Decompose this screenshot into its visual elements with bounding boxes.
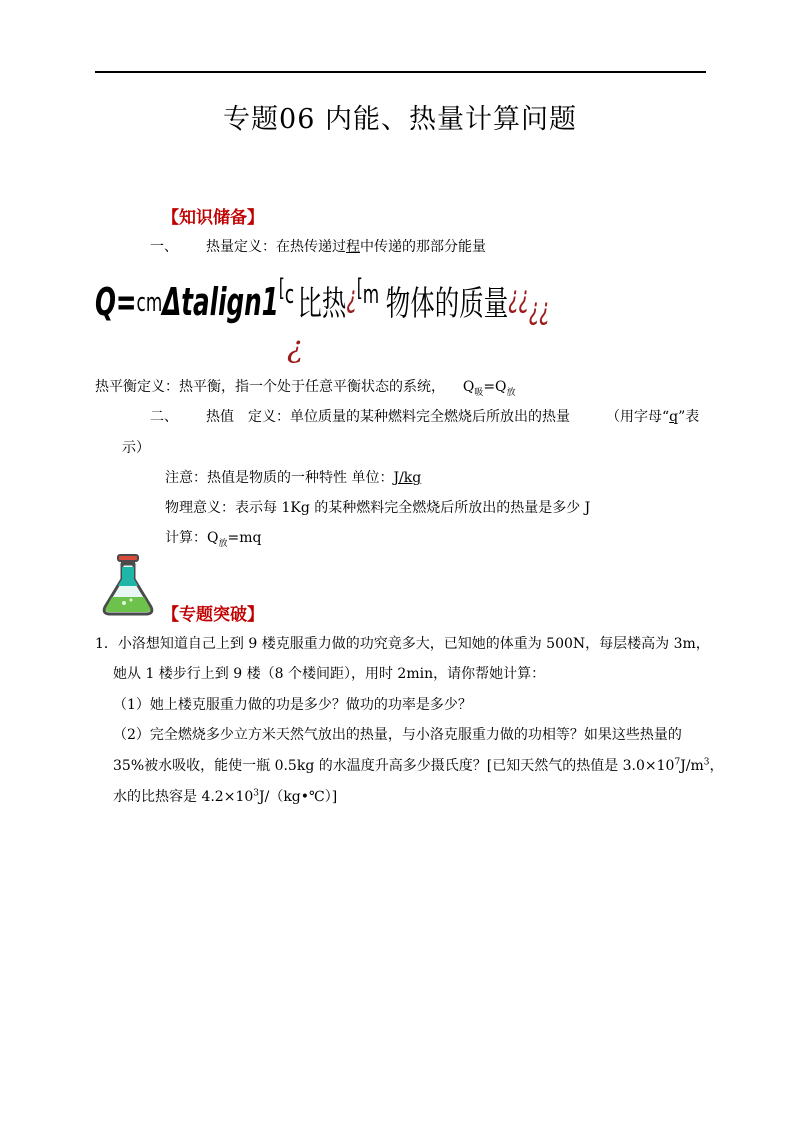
note-line: 注意：热值是物质的一种特性 单位：J/kg xyxy=(165,470,422,486)
item2-label: 热值 xyxy=(206,409,234,425)
knowledge-heading: 【知识储备】 xyxy=(162,208,264,228)
q1-line1: 1．小洛想知道自己上到 9 楼克服重力做的功究竟多大，已知她的体重为 500N，每层楼高为 3m， xyxy=(95,636,710,652)
meaning-line: 物理意义：表示每 1Kg 的某种燃料完全燃烧后所放出的热量是多少 J xyxy=(165,500,591,516)
header-rule xyxy=(95,71,706,73)
item1-number: 一、 xyxy=(150,239,178,255)
q1-sub2-line1: （2）完全燃烧多少立方米天然气放出的热量，与小洛克服重力做的功相等？如果这些热量的 xyxy=(113,727,682,743)
q1-sub2-line2: 35%被水吸收，能使一瓶 0.5kg 的水温度升高多少摄氏度？[已知天然气的热值是 $3.0\times 10^7J/m^3$， xyxy=(113,757,724,774)
flask-icon xyxy=(100,553,156,617)
item2-wrap: 示） xyxy=(122,440,150,456)
q1-sub2-line3: 水的比热容是 $4.2\times 10^3J/(kg•℃)$] xyxy=(113,788,338,805)
item2-number: 二、 xyxy=(150,409,178,425)
item1-text: 热量定义：在热传递过程中传递的那部分能量 xyxy=(206,239,486,255)
q1-sub1: （1）她上楼克服重力做的功是多少？做功的功率是多少？ xyxy=(113,697,472,713)
balance-definition: 热平衡定义：热平衡，指一个处于任意平衡状态的系统， $Q_吸=Q_放$ xyxy=(95,379,516,398)
heat-formula: Q=cmΔtalign1[c 比热¿[m 物体的质量¿¿¿¿ xyxy=(95,274,550,327)
item2-definition: 定义：单位质量的某种燃料完全燃烧后所放出的热量 xyxy=(248,409,570,425)
breakthrough-heading: 【专题突破】 xyxy=(162,605,264,625)
q1-line2: 她从 1 楼步行上到 9 楼（8 个楼间距），用时 2min，请你帮她计算： xyxy=(113,666,546,682)
item2-paren: （用字母“q”表 xyxy=(606,409,700,425)
page-title: 专题06 内能、热量计算问题 xyxy=(223,104,577,135)
calc-line: 计算：$Q_放=mq$ xyxy=(165,530,262,549)
formula-overflow-mark: ¿ xyxy=(287,330,304,365)
